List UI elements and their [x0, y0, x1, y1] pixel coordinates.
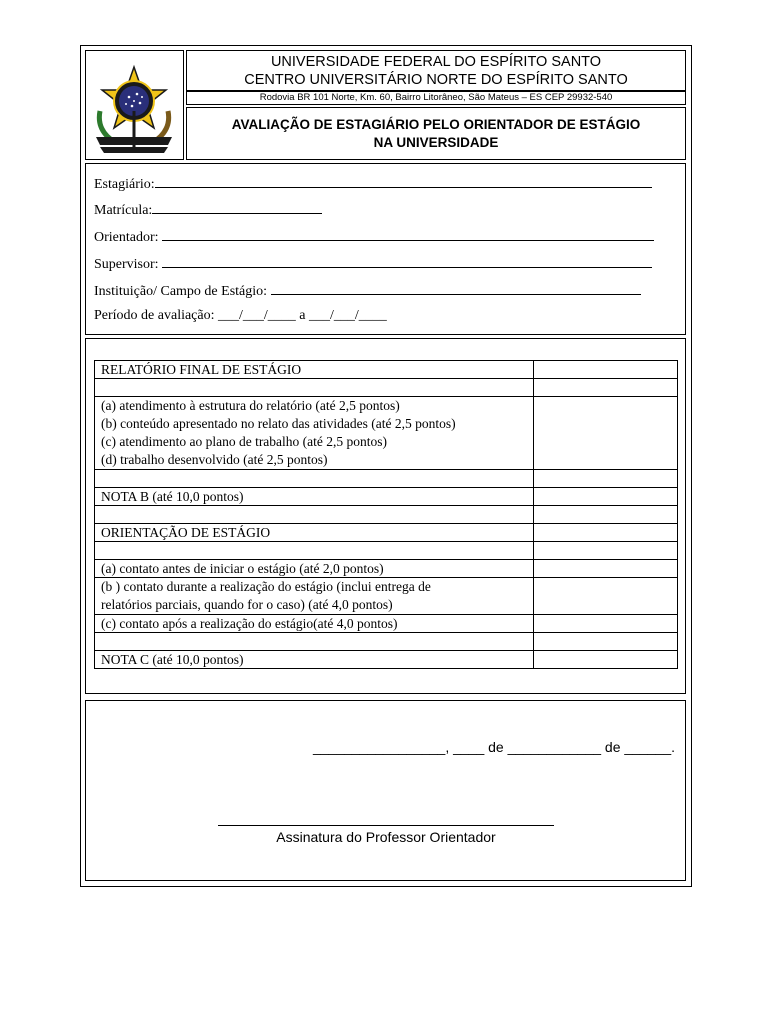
orientacao-c: (c) contato após a realização do estágio(até 4,0 pontos) [95, 615, 534, 633]
score-cell[interactable] [534, 397, 678, 470]
signature-line[interactable] [218, 825, 554, 826]
logo-cell [85, 50, 184, 160]
supervisor-field[interactable] [94, 254, 652, 273]
table-row [95, 397, 678, 470]
document-title-line2: NA UNIVERSIDADE [373, 135, 499, 150]
estagiario-label: Estagiário: [94, 177, 155, 192]
supervisor-label: Supervisor: [94, 257, 163, 272]
orientador-line[interactable] [162, 227, 654, 241]
score-cell[interactable] [534, 560, 678, 578]
table-row [95, 379, 678, 397]
nota-c-value[interactable] [534, 651, 678, 669]
brazil-coat-of-arms-icon [86, 51, 183, 159]
score-cell[interactable] [534, 470, 678, 488]
estagiario-field[interactable] [94, 174, 652, 193]
periodo-label: Período de avaliação: ___/___/____ a ___/___/____ [94, 308, 387, 323]
document-title-line1: AVALIAÇÃO DE ESTAGIÁRIO PELO ORIENTADOR DE ESTÁGIO [231, 117, 641, 132]
evaluation-section [85, 338, 686, 694]
signature-section [85, 700, 686, 881]
estagiario-line[interactable] [155, 174, 652, 188]
orientacao-b [95, 578, 534, 615]
header-title-cell [186, 50, 686, 91]
table-row [95, 470, 678, 488]
table-row [95, 506, 678, 524]
relatorio-item-d: (d) trabalho desenvolvido (até 2,5 pontos) [101, 452, 328, 467]
table-row [95, 615, 678, 633]
score-cell[interactable] [534, 542, 678, 560]
score-cell[interactable] [534, 633, 678, 651]
relatorio-item-a: (a) atendimento à estrutura do relatório (até 2,5 pontos) [101, 398, 400, 413]
spacer-cell [95, 542, 534, 560]
address-cell [186, 91, 686, 105]
table-row [95, 542, 678, 560]
date-line[interactable]: _________________, ____ de ____________ de ______. [312, 739, 675, 755]
orientacao-b-line2: relatórios parciais, quando for o caso) (até 4,0 pontos) [101, 597, 393, 612]
supervisor-line[interactable] [162, 254, 652, 268]
score-cell[interactable] [534, 361, 678, 379]
score-cell[interactable] [534, 615, 678, 633]
score-cell[interactable] [534, 578, 678, 615]
instituicao-line[interactable] [271, 281, 641, 295]
evaluation-table [94, 360, 678, 669]
orientacao-title: ORIENTAÇÃO DE ESTÁGIO [95, 524, 534, 542]
table-row [95, 651, 678, 669]
spacer-cell [95, 379, 534, 397]
orientador-field[interactable] [94, 227, 654, 246]
orientador-label: Orientador: [94, 230, 163, 245]
table-row [95, 524, 678, 542]
score-cell[interactable] [534, 506, 678, 524]
table-row [95, 488, 678, 506]
signature-label: Assinatura do Professor Orientador [276, 829, 496, 845]
score-cell[interactable] [534, 379, 678, 397]
spacer-cell [95, 470, 534, 488]
spacer-cell [95, 506, 534, 524]
center-name: CENTRO UNIVERSITÁRIO NORTE DO ESPÍRITO SANTO [244, 72, 628, 88]
instituicao-label: Instituição/ Campo de Estágio: [94, 284, 271, 299]
info-section [85, 163, 686, 335]
relatorio-title: RELATÓRIO FINAL DE ESTÁGIO [95, 361, 534, 379]
orientacao-a: (a) contato antes de iniciar o estágio (até 2,0 pontos) [95, 560, 534, 578]
nota-b-value[interactable] [534, 488, 678, 506]
address-text: Rodovia BR 101 Norte, Km. 60, Bairro Litorâneo, São Mateus – ES CEP 29932-540 [259, 92, 613, 103]
university-name: UNIVERSIDADE FEDERAL DO ESPÍRITO SANTO [270, 54, 602, 70]
table-row [95, 633, 678, 651]
matricula-field[interactable] [94, 200, 322, 219]
matricula-label: Matrícula: [94, 203, 153, 218]
matricula-line[interactable] [152, 200, 322, 214]
periodo-field[interactable] [94, 308, 387, 324]
relatorio-items [95, 397, 534, 470]
table-row [95, 361, 678, 379]
table-row [95, 560, 678, 578]
spacer-cell [95, 633, 534, 651]
relatorio-item-b: (b) conteúdo apresentado no relato das atividades (até 2,5 pontos) [101, 416, 456, 431]
instituicao-field[interactable] [94, 281, 641, 300]
document-title-cell [186, 107, 686, 160]
nota-c-label: NOTA C (até 10,0 pontos) [95, 651, 534, 669]
relatorio-item-c: (c) atendimento ao plano de trabalho (até 2,5 pontos) [101, 434, 388, 449]
nota-b-label: NOTA B (até 10,0 pontos) [95, 488, 534, 506]
score-cell[interactable] [534, 524, 678, 542]
table-row [95, 578, 678, 615]
orientacao-b-line1: (b ) contato durante a realização do estágio (inclui entrega de [101, 579, 431, 594]
